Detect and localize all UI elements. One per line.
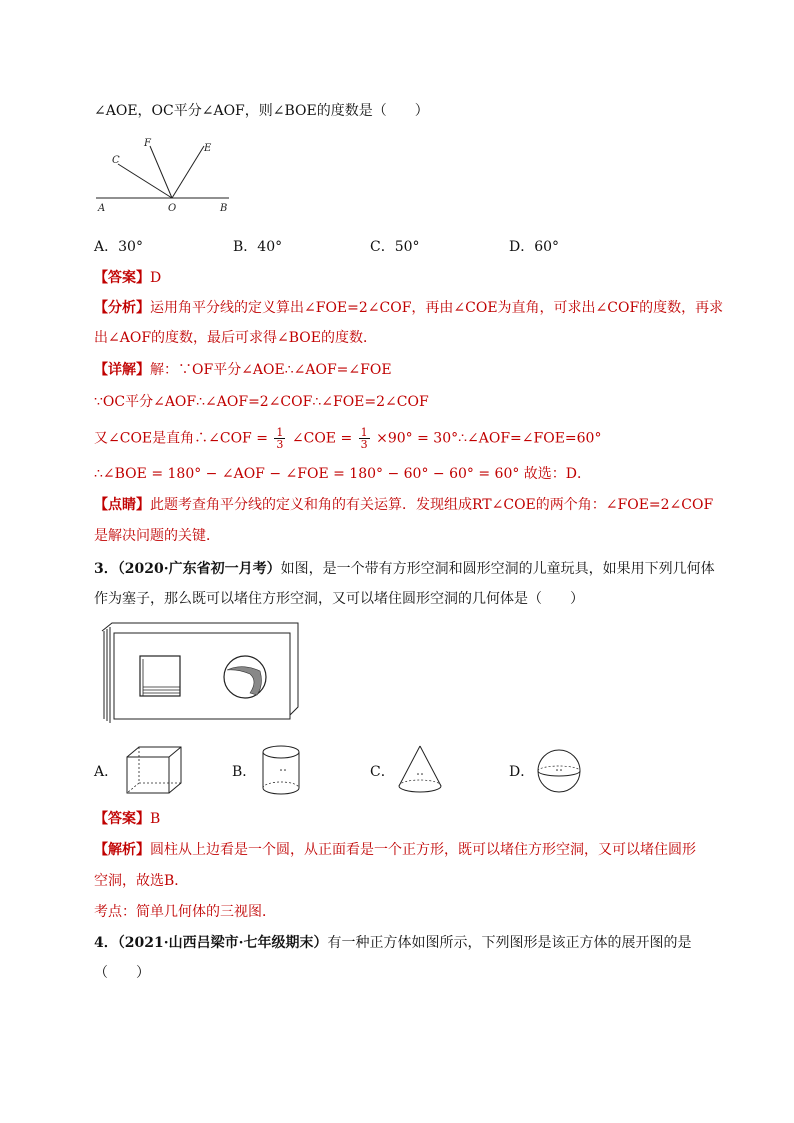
q3-option-d-letter: D． <box>509 764 535 780</box>
q2-analysis-line1: 【分析】运用角平分线的定义算出∠FOE=2∠COF，再由∠COE为直角，可求出∠COF的度数，再求 <box>94 300 724 316</box>
label-c: C <box>112 155 120 166</box>
label-b: B <box>220 203 228 214</box>
q4-stem-line1: 4．（2021·山西吕梁市·七年级期末）有一种正方体如图所示，下列图形是该正方体的展开图的是 <box>94 935 692 951</box>
q3-option-c-letter: C． <box>370 764 395 780</box>
q2-detail-line4: ∴∠BOE = 180° − ∠AOF − ∠FOE = 180° − 60° − 60° = 60° 故选：D． <box>94 466 592 482</box>
q2-point-line1: 【点睛】此题考查角平分线的定义和角的有关运算．发现组成RT∠COE的两个角：∠FOE=2∠COF <box>94 497 714 513</box>
q2-option-d: D．60° <box>509 239 560 255</box>
cube-icon <box>124 744 184 796</box>
q3-stem-line2: 作为塞子，那么既可以堵住方形空洞，又可以堵住圆形空洞的几何体是（ ） <box>94 591 584 607</box>
q2-detail-line1: 【详解】解：∵OF平分∠AOE∴∠AOF=∠FOE <box>94 362 392 378</box>
fraction-one-third-a: $\frac{1}{3}$ <box>276 426 284 451</box>
q3-answer: 【答案】B <box>94 811 161 827</box>
q2-detail-line3: 又∠COE是直角∴∠COF = $\frac{1}{3}$ ∠COE = $\frac{1}{3}$ ×90° = 30°∴∠AOF=∠FOE=60° <box>94 426 602 451</box>
cone-icon <box>396 744 446 796</box>
q2-analysis-line2: 出∠AOF的度数，最后可求得∠BOE的度数． <box>94 330 378 346</box>
q2-answer: 【答案】D <box>94 270 162 286</box>
label-e: E <box>204 143 212 154</box>
label-o: O <box>168 203 177 214</box>
label-a: A <box>98 203 106 214</box>
cylinder-icon <box>260 744 304 796</box>
q3-stem-line1: 3．（2020·广东省初一月考）如图，是一个带有方形空洞和圆形空洞的儿童玩具，如果用下列几何体 <box>94 561 715 577</box>
fraction-one-third-b: $\frac{1}{3}$ <box>360 426 368 451</box>
q4-stem-line2: （ ） <box>94 965 150 981</box>
q3-option-b-letter: B． <box>232 764 257 780</box>
q2-option-c: C．50° <box>370 239 420 255</box>
q2-detail-line2: ∵OC平分∠AOF∴∠AOF=2∠COF∴∠FOE=2∠COF <box>94 394 429 410</box>
q2-option-a: A．30° <box>94 239 143 255</box>
q2-point-line2: 是解决问题的关键． <box>94 528 220 544</box>
q3-kaodian: 考点：简单几何体的三视图． <box>94 904 276 920</box>
q3-explain-line1: 【解析】圆柱从上边看是一个圆，从正面看是一个正方形，既可以堵住方形空洞，又可以堵住圆形 <box>94 842 696 858</box>
sphere-icon <box>536 748 584 794</box>
q3-explain-line2: 空洞，故选B． <box>94 873 189 889</box>
toy-figure <box>100 621 300 725</box>
q2-stem-tail: ∠AOE，OC平分∠AOF，则∠BOE的度数是（ ） <box>94 103 429 119</box>
q2-option-b: B．40° <box>233 239 283 255</box>
label-f: F <box>144 138 151 149</box>
q3-option-a-letter: A． <box>94 764 119 780</box>
angle-figure <box>94 136 234 216</box>
